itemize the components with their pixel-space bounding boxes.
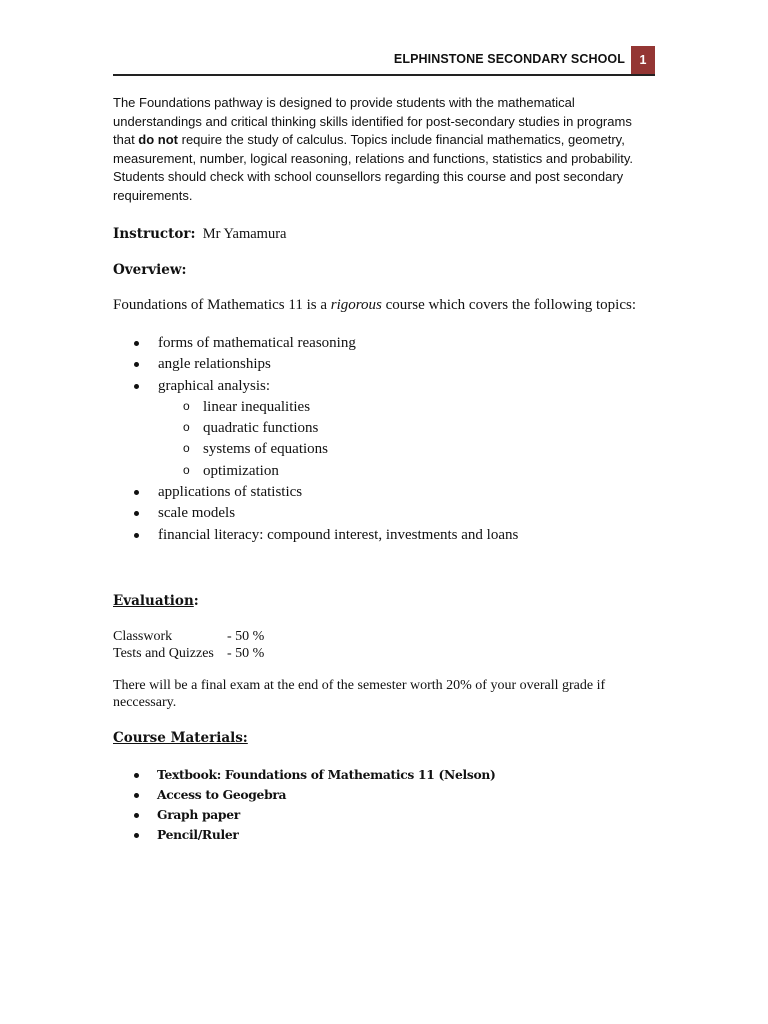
evaluation-item-name: Classwork [113, 629, 173, 644]
intro-text-2: require the study of calculus. Topics include financial mathematics, geometry, measurement, number, logical reasoning, relations and functions, statistics and probability. Students should check with school counsellors regarding this course and post secondary requirements. [113, 132, 634, 203]
page-number-badge: 1 [631, 46, 655, 74]
school-name: ELPHINSTONE SECONDARY SCHOOL [393, 52, 625, 66]
topic-item: graphical analysis: [113, 376, 518, 397]
subtopic-item: o linear inequalities [113, 397, 518, 418]
material-item: Textbook: Foundations of Mathematics 11 (Nelson) [113, 765, 496, 785]
overview-text-2: course which covers the following topics: [381, 297, 636, 313]
evaluation-item-name: Tests and Quizzes [113, 645, 214, 661]
intro-text-1: The Foundations pathway is designed to provide students with the mathematical understandings and critical thinking skills identified for post-secondary studies in programs that [113, 95, 632, 148]
final-exam-note: There will be a final exam at the end of the semester worth 20% of your overall grade if neccessary. [113, 678, 606, 710]
overview-heading: Overview: [113, 262, 187, 278]
material-item: Pencil/Ruler [113, 825, 496, 845]
instructor-line [113, 226, 286, 243]
header-divider [113, 74, 655, 76]
topic-item: angle relationships [113, 354, 518, 375]
evaluation-heading [113, 593, 199, 609]
topic-item: applications of statistics [113, 482, 518, 503]
subtopic-item: o optimization [113, 461, 518, 482]
page-header [113, 46, 655, 74]
topics-list [113, 333, 518, 546]
evaluation-heading-text: Evaluation [113, 593, 194, 609]
instructor-label: Instructor: [113, 226, 196, 242]
instructor-name: Mr Yamamura [202, 226, 287, 242]
intro-emphasis: do not [138, 132, 179, 148]
course-materials-heading: Course Materials: [113, 730, 248, 746]
intro-paragraph [113, 94, 643, 206]
materials-list [113, 765, 496, 845]
evaluation-item-weight: - 50 % [227, 645, 265, 661]
overview-text-1: Foundations of Mathematics 11 is a [113, 297, 331, 313]
topic-item: scale models [113, 503, 518, 524]
overview-text [113, 297, 636, 314]
topic-item: forms of mathematical reasoning [113, 333, 518, 354]
topic-item: financial literacy: compound interest, investments and loans [113, 525, 518, 546]
overview-italic: rigorous [330, 297, 382, 313]
subtopic-item: o quadratic functions [113, 418, 518, 439]
material-item: Access to Geogebra [113, 785, 496, 805]
subtopic-item: o systems of equations [113, 439, 518, 460]
evaluation-item-weight: - 50 % [227, 629, 265, 644]
material-item: Graph paper [113, 805, 496, 825]
evaluation-heading-colon: : [193, 593, 199, 609]
